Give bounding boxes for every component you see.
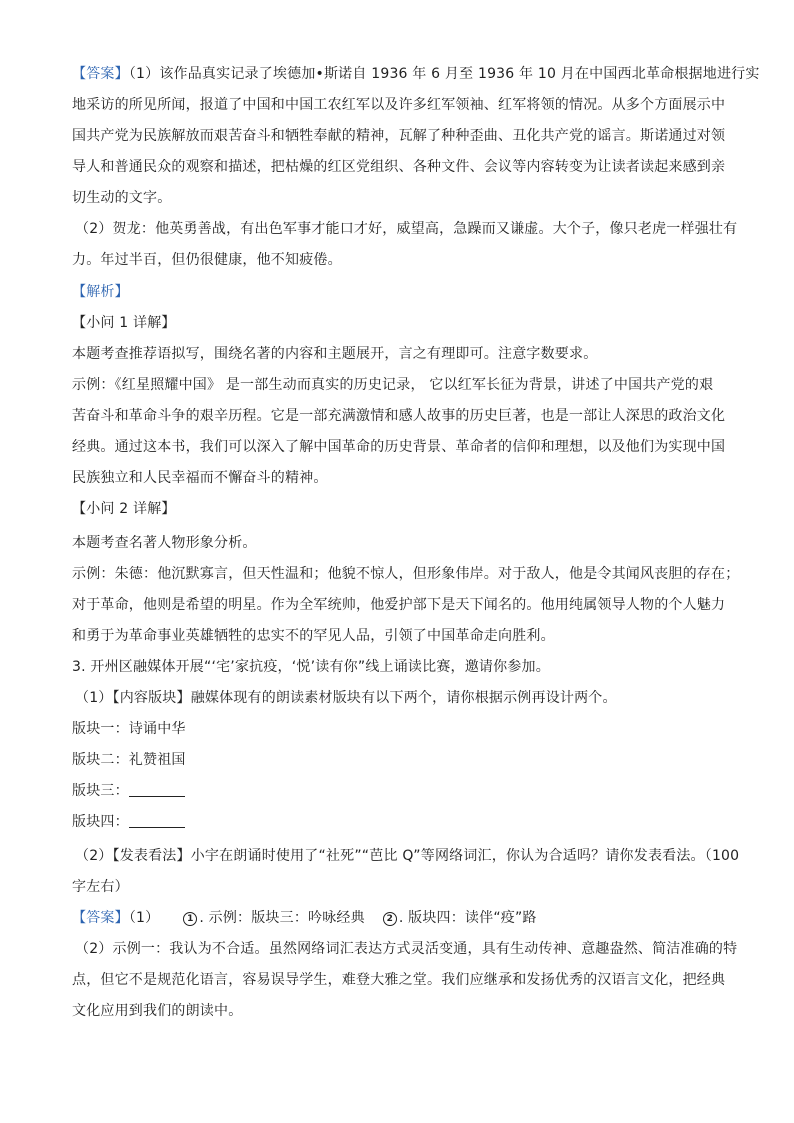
question3-part1: （1）【内容版块】融媒体现有的朗读素材版块有以下两个，请你根据示例再设计两个。 [75, 690, 617, 706]
block-3: 版块三： [72, 781, 732, 801]
answer3-line3: 文化应用到我们的朗读中。 [72, 1003, 243, 1019]
question3-stem: 3. 开州区融媒体开展“‘宅’家抗疫，‘悦’读有你”线上诵读比赛，邀请你参加。 [72, 659, 550, 675]
q1-line3: 苦奋斗和革命斗争的艰辛历程。它是一部充满激情和感人故事的历史巨著，也是一部让人深思的政治文化 [72, 408, 726, 424]
answer3-line2: 点，但它不是规范化语言，容易误导学生，难登大雅之堂。我们应继承和发扬优秀的汉语言文化，把经典 [72, 972, 726, 988]
block-4: 版块四： [72, 812, 732, 832]
answer3-line1: （2）示例一：我认为不合适。虽然网络词汇表达方式灵活变通，具有生动传神、意趣盎然、简洁准确的特 [75, 941, 738, 957]
question3-part2-line1: （2）【发表看法】小宇在朗诵时使用了“社死”“芭比 Q”等网络词汇，你认为合适吗？请你发表看法。（100 [75, 848, 740, 864]
circled-number-1: 1 [183, 912, 197, 926]
answer1-line3: 国共产党为民族解放而艰苦奋斗和牺牲奉献的精神，瓦解了种种歪曲、丑化共产党的谣言。斯诺通过对领 [72, 128, 726, 144]
q2-line4: 和勇于为革命事业英雄牺牲的忠实不的罕见人品，引领了中国革命走向胜利。 [72, 628, 555, 644]
answer1-line2: 地采访的所见所闻，报道了中国和中国工农红军以及许多红军领袖、红军将领的情况。从多个方面展示中 [72, 97, 726, 113]
answer3-line0: 【答案】（1） 1 . 示例：版块三：吟咏经典 2 . 版块四：读伴“疫”路 [72, 910, 537, 926]
analysis-tag: 【解析】 [72, 284, 129, 300]
q2-line2: 示例：朱德：他沉默寡言，但天性温和；他貌不惊人，但形象伟岸。对于敌人，他是令其闻风丧胆的存在； [72, 566, 740, 582]
answer1-line5: 切生动的文字。 [72, 190, 172, 206]
answer1-line6: （2）贺龙：他英勇善战，有出色军事才能口才好，威望高，急躁而又谦虚。大个子，像只老虎一样强壮有 [75, 221, 738, 237]
answer1-line1: 【答案】（1）该作品真实记录了埃德加•斯诺自 1936 年 6 月至 1936 年 10 月在中国西北革命根据地进行实 [72, 66, 760, 82]
answer1-line4: 导人和普通民众的观察和描述，把枯燥的红区党组织、各种文件、会议等内容转变为让读者读起来感到亲 [72, 159, 726, 175]
answer1-line7: 力。年过半百，但仍很健康，他不知疲倦。 [72, 252, 342, 268]
block-2: 版块二：礼赞祖国 [72, 752, 186, 768]
answer-tag: 【答案】 [72, 66, 129, 82]
q1-heading: 【小问 1 详解】 [72, 315, 176, 331]
question3-part2-line2: 字左右） [72, 879, 129, 895]
answer-blank [129, 813, 185, 828]
q2-heading: 【小问 2 详解】 [72, 501, 176, 517]
q2-line3: 对于革命，他则是希望的明星。作为全军统帅，他爱护部下是天下闻名的。他用纯属领导人物的个人魅力 [72, 597, 726, 613]
block-1: 版块一：诗诵中华 [72, 721, 186, 737]
q1-line5: 民族独立和人民幸福而不懈奋斗的精神。 [72, 470, 328, 486]
circled-number-2: 2 [383, 912, 397, 926]
q2-line1: 本题考查名著人物形象分析。 [72, 535, 257, 551]
q1-line4: 经典。通过这本书，我们可以深入了解中国革命的历史背景、革命者的信仰和理想，以及他们为实现中国 [72, 439, 726, 455]
q1-line2: 示例：《红星照耀中国》 是一部生动而真实的历史记录， 它以红军长征为背景，讲述了中国共产党的艰 [72, 377, 714, 393]
answer-blank [129, 782, 185, 797]
answer-tag: 【答案】 [72, 910, 129, 926]
q1-line1: 本题考查推荐语拟写，围绕名著的内容和主题展开，言之有理即可。注意字数要求。 [72, 346, 598, 362]
